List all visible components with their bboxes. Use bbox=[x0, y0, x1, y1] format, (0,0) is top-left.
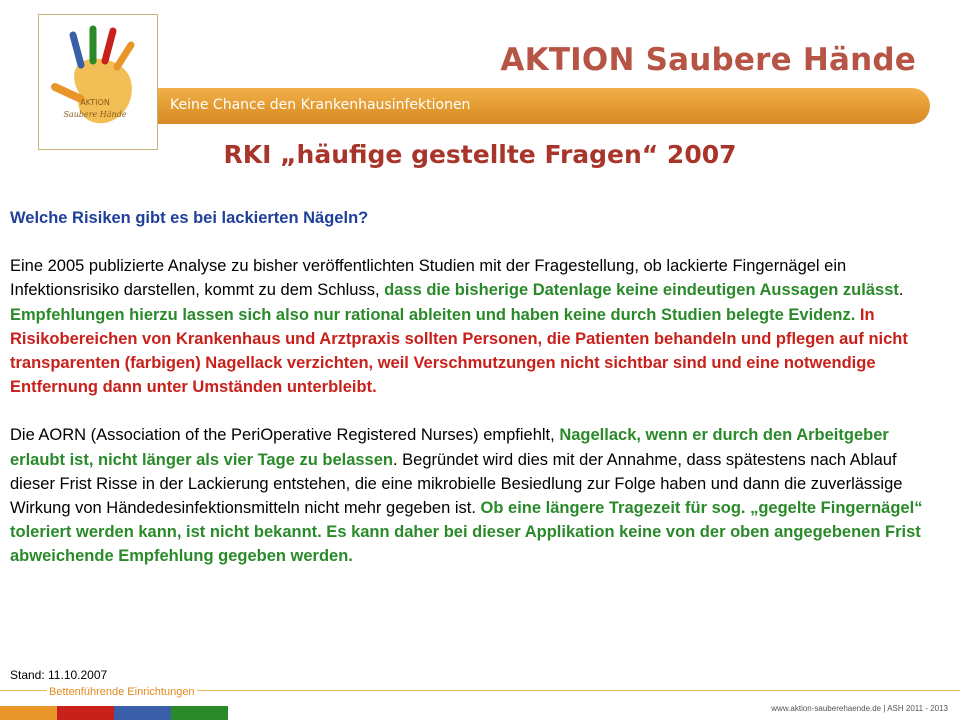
stripe-green bbox=[171, 706, 228, 720]
handprint-icon bbox=[39, 15, 157, 149]
faq-question: Welche Risiken gibt es bei lackierten Nägeln? bbox=[10, 209, 369, 227]
p2-text-reason: . Begründet wird dies mit der Annahme, dass spätestens nach Ablauf dieser Frist Risse in der Lackierung entstehen, die eine mikrobielle Besiedlung zur Folge haben und dann die zuverlässige Wirkung von Händedesinfektionsmitteln nicht mehr gegeben ist. bbox=[10, 450, 903, 518]
tagline: Keine Chance den Krankenhausinfektionen bbox=[170, 97, 471, 113]
stripe-red bbox=[57, 706, 114, 720]
p2-green-gel-nails: Ob eine längere Tragezeit für sog. „gegelte Fingernägel“ toleriert werden kann, ist nicht bekannt. Es kann daher bei dieser Applikation keine von der oben angegebenen Frist abweichende Empfehlung gegeben werden. bbox=[10, 499, 923, 566]
p2-text: Die AORN (Association of the PeriOperative Registered Nurses) empfiehlt, bbox=[10, 426, 555, 445]
svg-text:Saubere Hände: Saubere Hände bbox=[63, 110, 127, 119]
p1-period: . bbox=[898, 281, 904, 300]
p1-green-conclusion: dass die bisherige Datenlage keine eindeutigen Aussagen zulässt bbox=[384, 281, 899, 300]
tagline-bar bbox=[158, 88, 930, 124]
faq-content bbox=[10, 206, 945, 593]
p2-green-recommendation: Nagellack, wenn er durch den Arbeitgeber erlaubt ist, nicht länger als vier Tage zu belassen bbox=[10, 426, 889, 469]
p1-red-warning: In Risikobereichen von Krankenhaus und Arztpraxis sollten Personen, die Patienten behandeln und pflegen auf nicht transparenten (farbigen) Nagellack verzichten, weil Verschmutzungen nicht sichtbar sind und eine notwendige Entfernung dann unter Umständen unterbleibt. bbox=[10, 305, 908, 397]
stripe-orange bbox=[0, 706, 57, 720]
footer-url: www.aktion-sauberehaende.de | ASH 2011 - 2013 bbox=[771, 704, 948, 713]
stripe-blue bbox=[114, 706, 171, 720]
p1-green-recommendation: Empfehlungen hierzu lassen sich also nur rational ableiten und haben keine durch Studien belegte Evidenz. bbox=[10, 305, 856, 324]
svg-text:AKTION: AKTION bbox=[80, 98, 110, 107]
page-title: RKI „häufige gestellte Fragen“ 2007 bbox=[223, 140, 737, 169]
footer-category: Bettenführende Einrichtungen bbox=[49, 686, 195, 698]
paragraph-1 bbox=[10, 254, 945, 399]
p1-text: Eine 2005 publizierte Analyse zu bisher veröffentlichten Studien mit der Fragestellung, ob lackierte Fingernägel ein Infektionsrisiko darstellen, kommt zu dem Schluss, bbox=[10, 257, 847, 300]
paragraph-2 bbox=[10, 423, 945, 568]
aktion-logo bbox=[38, 14, 158, 150]
stand-date: Stand: 11.10.2007 bbox=[10, 668, 108, 682]
color-stripes bbox=[0, 706, 228, 720]
brand-title: AKTION Saubere Hände bbox=[500, 42, 916, 78]
